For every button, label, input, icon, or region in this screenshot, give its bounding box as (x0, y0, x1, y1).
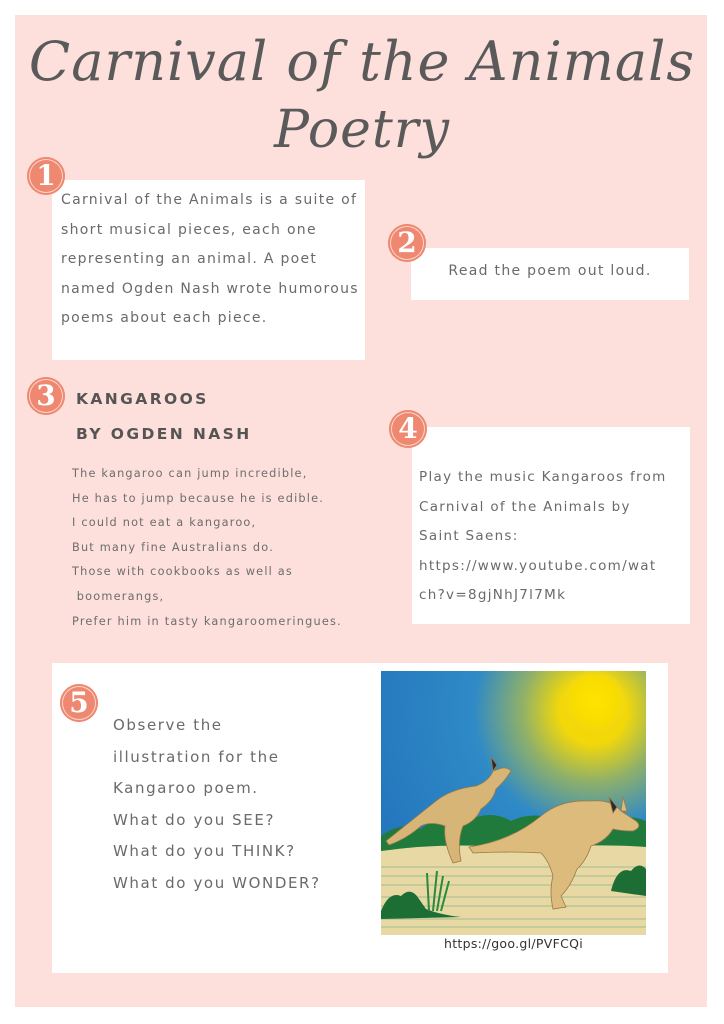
poem-line: The kangaroo can jump incredible, (72, 467, 308, 480)
poem-line: boomerangs, (72, 589, 165, 603)
step-2-number-badge-icon: 2 (388, 224, 426, 262)
step-5-text (113, 710, 373, 899)
poem-line: But many fine Australians do. (72, 540, 274, 554)
step-1-card (52, 180, 365, 360)
step-5-card (52, 663, 668, 973)
step-1-text: Carnival of the Animals is a suite of short musical pieces, each one representing an animal. A poet named Ogden Nash wrote humorous poems about each piece. (61, 192, 359, 326)
step-2-card (411, 248, 689, 300)
step-5-number-badge-icon: 5 (60, 684, 98, 722)
illustration-source-link[interactable]: https://goo.gl/PVFCQi (443, 936, 584, 951)
youtube-link-part2[interactable]: ch?v=8gjNhJ7l7Mk (419, 587, 567, 603)
step-5-line: What do you WONDER? (113, 873, 321, 892)
kangaroo-illustration (381, 671, 646, 935)
step-5-line: Kangaroo poem. (113, 779, 259, 797)
youtube-link-part1[interactable]: https://www.youtube.com/wat (419, 557, 657, 574)
step-4-line: Play the music Kangaroos from (419, 469, 667, 485)
step-2-text: Read the poem out loud. (448, 263, 652, 279)
poem-author: BY OGDEN NASH (76, 425, 252, 443)
poem-line: Prefer him in tasty kangaroomeringues. (72, 614, 342, 628)
poem-line: Those with cookbooks as well as (72, 565, 294, 579)
poem-line: He has to jump because he is edible. (72, 491, 325, 505)
poem-title: KANGAROOS (76, 390, 209, 408)
page-title-line2: Poetry (273, 100, 451, 160)
step-4-line: Carnival of the Animals by (419, 498, 631, 515)
step-4-number-badge-icon: 4 (389, 410, 427, 448)
step-5-line: illustration for the (113, 747, 280, 766)
step-5-line: What do you THINK? (113, 842, 296, 860)
step-4-card (412, 427, 690, 624)
step-5-line: Observe the (113, 716, 223, 734)
poem-line: I could not eat a kangaroo, (72, 516, 257, 530)
step-3-number-badge-icon: 3 (27, 377, 65, 415)
step-5-line: What do you SEE? (113, 810, 276, 829)
step-1-number-badge-icon: 1 (27, 157, 65, 195)
page-title-line1: Carnival of the Animals (28, 30, 696, 93)
step-4-text (419, 463, 689, 611)
poem-body (72, 462, 372, 634)
step-4-line: Saint Saens: (419, 528, 519, 544)
